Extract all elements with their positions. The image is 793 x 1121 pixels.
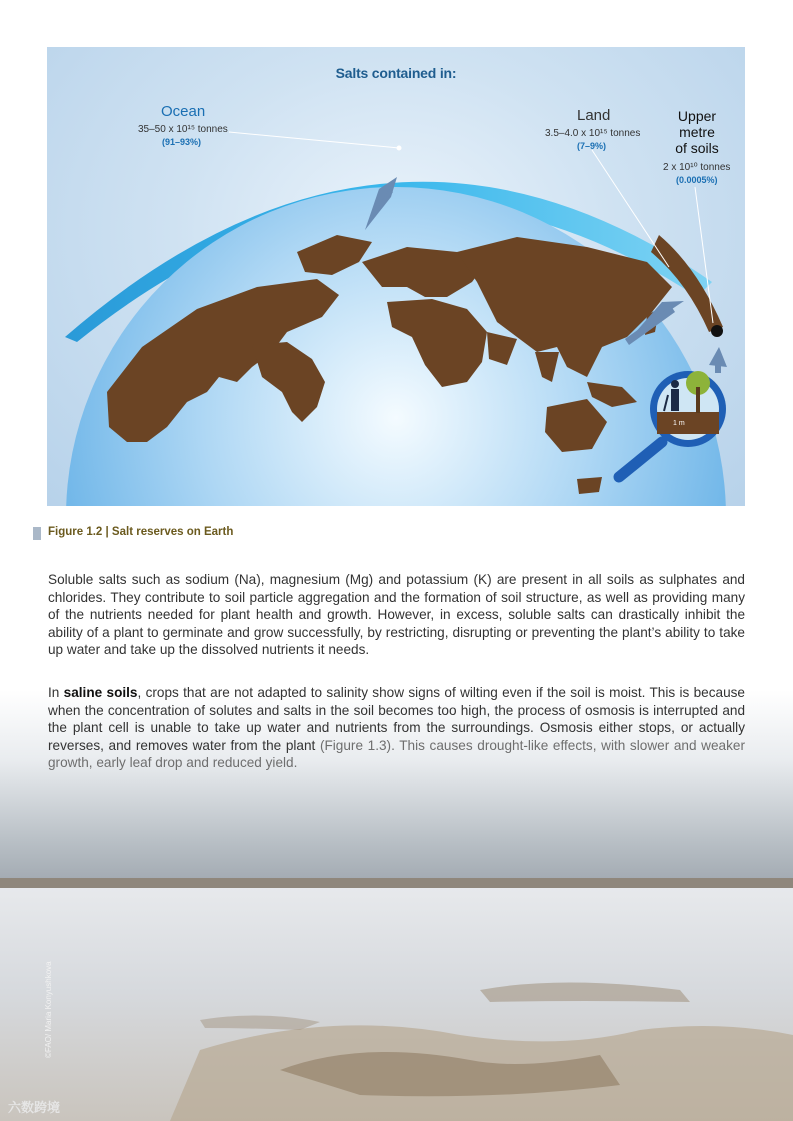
paragraph-saline-soils (48, 684, 745, 772)
figure-title: Salts contained in: (335, 65, 457, 81)
earth-illustration (47, 47, 745, 506)
soils-percent: (0.0005%) (676, 175, 718, 185)
soils-label-line: of soils (675, 140, 719, 156)
land-percent: (7–9%) (577, 141, 607, 151)
lens-depth-label: 1 m (673, 420, 685, 427)
soils-label (669, 108, 725, 156)
salt-reserves-figure (47, 47, 745, 506)
term-saline-soils: saline soils (63, 685, 138, 700)
land-label: Land (577, 107, 611, 124)
ocean-amount: 35–50 x 10¹⁵ tonnes (138, 124, 228, 135)
soils-label-line: Upper (677, 108, 717, 124)
figure-caption: Figure 1.2 | Salt reserves on Earth (48, 526, 234, 538)
soils-amount: 2 x 10¹⁰ tonnes (663, 162, 731, 173)
watermark-logo: 六数跨境 (8, 1100, 61, 1115)
paragraph-body: , crops that are not adapted to salinity show signs of wilting even if the soil is moist. This is because when the concentration of solutes and salts in the soil becomes too high, the process of osmosis is interrupted and the plant cell is unable to take up water and nutrients from the surroundings. Osmosis either stops, or actually reverses, and removes water from the plant (48, 685, 745, 753)
soil-dot (711, 325, 723, 337)
land-amount: 3.5–4.0 x 10¹⁵ tonnes (545, 128, 641, 139)
caption-marker (33, 527, 41, 540)
ocean-percent: (91–93%) (162, 137, 202, 147)
photo-credit: ©FAO/ Maria Konyushkova (44, 961, 53, 1058)
arrow-soil (709, 347, 727, 367)
paragraph-intro: In (48, 685, 64, 700)
paragraph-soluble-salts: Soluble salts such as sodium (Na), magnesium (Mg) and potassium (K) are present in all soils as sulphates and chlorides. They contribute to soil particle aggregation and the formation of soil structure, as well as providing many of the nutrients needed for plant health and growth. However, in excess, soluble salts can drastically inhibit the ability of a plant to germinate and grow successfully, by restricting, disrupting or preventing the plant’s ability to take up water and take up the dissolved nutrients it needs. (48, 572, 745, 658)
ocean-label: Ocean (161, 103, 206, 120)
paragraph-faded-tail: (Figure 1.3). This causes drought-like effects, with slower and weaker growth, early leaf drop and reduced yield. (48, 737, 745, 771)
soils-label-line: metre (679, 124, 715, 140)
